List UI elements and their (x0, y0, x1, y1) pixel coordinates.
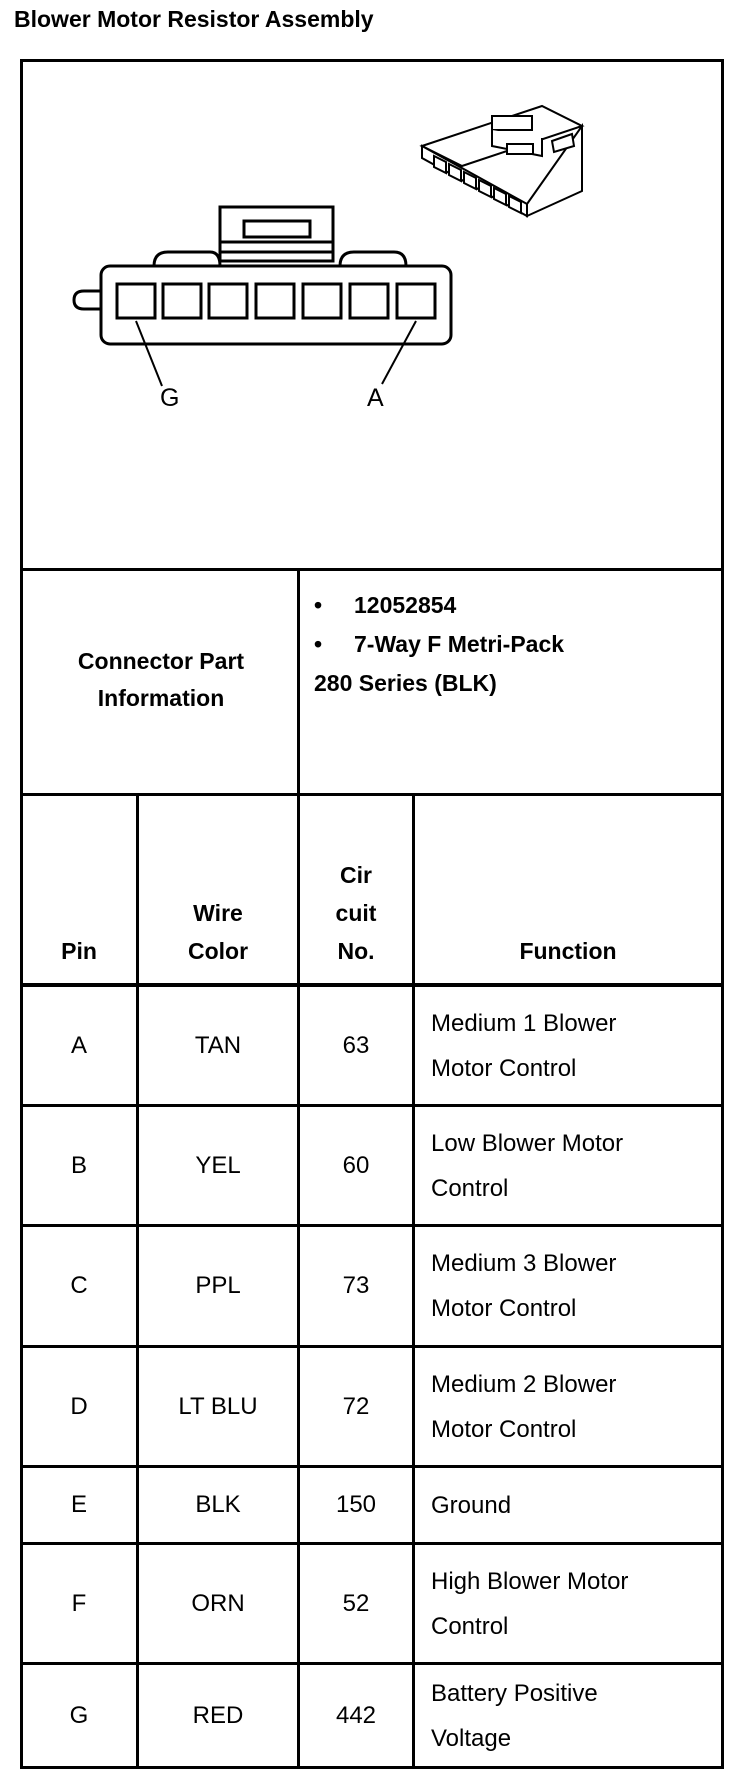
col-divider-info (297, 568, 300, 794)
header-circuit-no: Cir cuit No. (335, 862, 377, 964)
connector-info-label: Connector Part Information (77, 648, 245, 711)
row-g-circuit: 442 (335, 1701, 377, 1729)
row-b-circuit: 60 (342, 1151, 370, 1179)
connector-diagram (22, 66, 720, 566)
row-f-function: High Blower Motor Control (431, 1567, 629, 1640)
connector-info-bullet-1: • 12052854 (314, 592, 457, 618)
row-c-function: Medium 3 Blower Motor Control (431, 1250, 617, 1322)
row-b-color: YEL (195, 1151, 241, 1179)
header-wire-color: Wire Color (187, 900, 249, 964)
row-c-pin: C (70, 1272, 88, 1299)
header-function: Function (519, 938, 617, 964)
row-e-circuit: 150 (335, 1491, 377, 1518)
row-f-color: ORN (191, 1589, 245, 1617)
row-d-color: LT BLU (178, 1392, 258, 1420)
row-e-color: BLK (195, 1491, 241, 1518)
connector-info-continuation: 280 Series (BLK) (314, 670, 497, 696)
row-a-color: TAN (194, 1031, 242, 1059)
row-e-function: Ground (431, 1491, 512, 1519)
frame-bottom (20, 1766, 724, 1769)
frame-top (20, 59, 724, 62)
row-c-color: PPL (195, 1272, 241, 1299)
row-e-pin: E (70, 1491, 87, 1518)
row-d-pin: D (70, 1392, 88, 1420)
header-pin: Pin (61, 938, 97, 964)
row-d-circuit: 72 (342, 1392, 370, 1420)
page-title: Blower Motor Resistor Assembly (14, 6, 374, 32)
row-a-circuit: 63 (342, 1031, 370, 1059)
row-g-pin: G (69, 1701, 89, 1729)
row-g-function: Battery Positive Voltage (431, 1679, 598, 1752)
row-c-circuit: 73 (342, 1272, 370, 1299)
row-a-pin: A (70, 1031, 87, 1059)
row-g-color: RED (192, 1701, 244, 1729)
row-b-function: Low Blower Motor Control (431, 1129, 624, 1202)
frame-right (721, 59, 724, 1769)
row-d-function: Medium 2 Blower Motor Control (431, 1370, 617, 1443)
row-f-circuit: 52 (342, 1589, 370, 1617)
connector-info-list (314, 586, 564, 703)
row-a-function: Medium 1 Blower Motor Control (431, 1009, 617, 1082)
pin-a-callout: A (367, 384, 384, 412)
row-f-pin: F (71, 1589, 87, 1617)
row-b-pin: B (70, 1151, 87, 1179)
pin-g-callout: G (160, 384, 180, 412)
connector-info-bullet-2: • 7-Way F Metri-Pack (314, 631, 565, 657)
connector-face-drawing (22, 66, 720, 566)
